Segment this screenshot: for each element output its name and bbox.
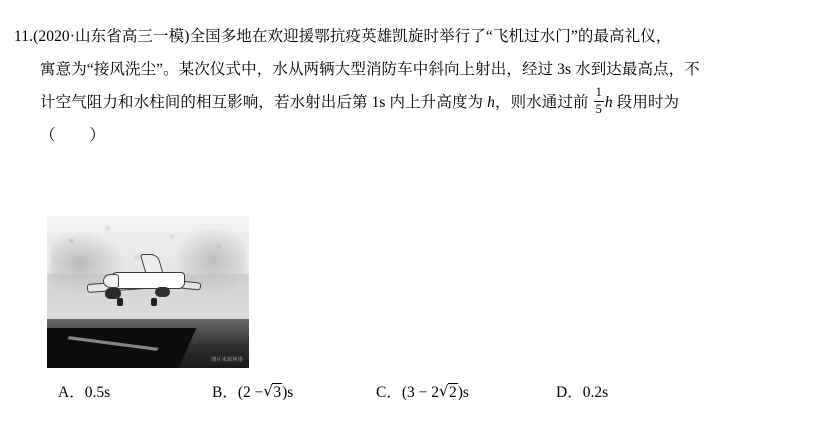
sqrt-icon-b — [263, 383, 282, 402]
question-line-3-text-c: ，则水通过前 — [494, 94, 593, 111]
option-c-radicand: 2 — [449, 384, 457, 401]
option-c-pre: (3 − 2 — [401, 384, 439, 401]
answer-blank-parentheses — [14, 119, 814, 152]
runway-surface — [47, 328, 196, 368]
option-d-text: 0.2s — [582, 384, 609, 401]
variable-h: h — [487, 94, 495, 111]
paren-right: ） — [89, 127, 106, 144]
airplane-water-salute-photo — [47, 216, 249, 368]
option-a[interactable] — [58, 380, 212, 402]
question-source: (2020·山东省高三一模) — [33, 28, 190, 45]
option-b-pre: (2 − — [237, 384, 264, 401]
option-c-label: C． — [376, 384, 402, 401]
question-line-3-text-a: 计空气阻力和水柱间的相互影响，若水射出后第 — [40, 94, 372, 111]
question-line-2-text-b: 水到达最高点，不 — [571, 61, 700, 78]
option-c-post: )s — [457, 384, 469, 401]
airplane-nose — [103, 274, 119, 288]
option-c[interactable] — [376, 380, 556, 402]
paren-left: （ — [40, 127, 56, 144]
question-line-3-text-b: 内上升高度为 — [385, 94, 488, 111]
airplane-engine-right — [155, 287, 170, 297]
option-a-text: 0.5s — [84, 384, 111, 401]
airplane-fuselage — [109, 272, 185, 289]
question-line-2-text-a: 寓意为“接风洗尘”。某次仪式中，水从两辆大型消防车中斜向上射出，经过 — [40, 61, 558, 78]
fraction-denominator: 5 — [595, 101, 602, 116]
question-line-2 — [14, 53, 814, 86]
option-d-label: D． — [556, 384, 583, 401]
option-d[interactable] — [556, 380, 676, 402]
option-b-label: B． — [212, 384, 238, 401]
question-line-3-text-d: 段用时为 — [612, 94, 680, 111]
fraction-numerator: 1 — [595, 85, 602, 100]
answer-options — [58, 380, 798, 402]
question-line-3 — [14, 86, 814, 119]
photo-watermark: 图片来源网络 — [211, 357, 243, 363]
option-b[interactable] — [212, 380, 376, 402]
landing-gear-center — [117, 298, 123, 306]
landing-gear-right — [151, 298, 157, 306]
question-line-1-text: 全国多地在欢迎援鄂抗疫英雄凯旋时举行了“飞机过水门”的最高礼仪， — [189, 28, 672, 45]
question-line-1 — [14, 20, 814, 53]
option-b-radicand: 3 — [273, 384, 282, 401]
time-value-3s: 3s — [557, 61, 572, 78]
question-number: 11. — [14, 28, 34, 45]
variable-h-2: h — [604, 94, 613, 111]
fraction-one-fifth — [594, 86, 604, 116]
option-a-label: A． — [58, 384, 85, 401]
sqrt-icon-c — [439, 383, 458, 402]
option-b-post: )s — [282, 384, 294, 401]
time-value-1s: 1s — [371, 94, 386, 111]
figure-airplane — [47, 216, 249, 368]
